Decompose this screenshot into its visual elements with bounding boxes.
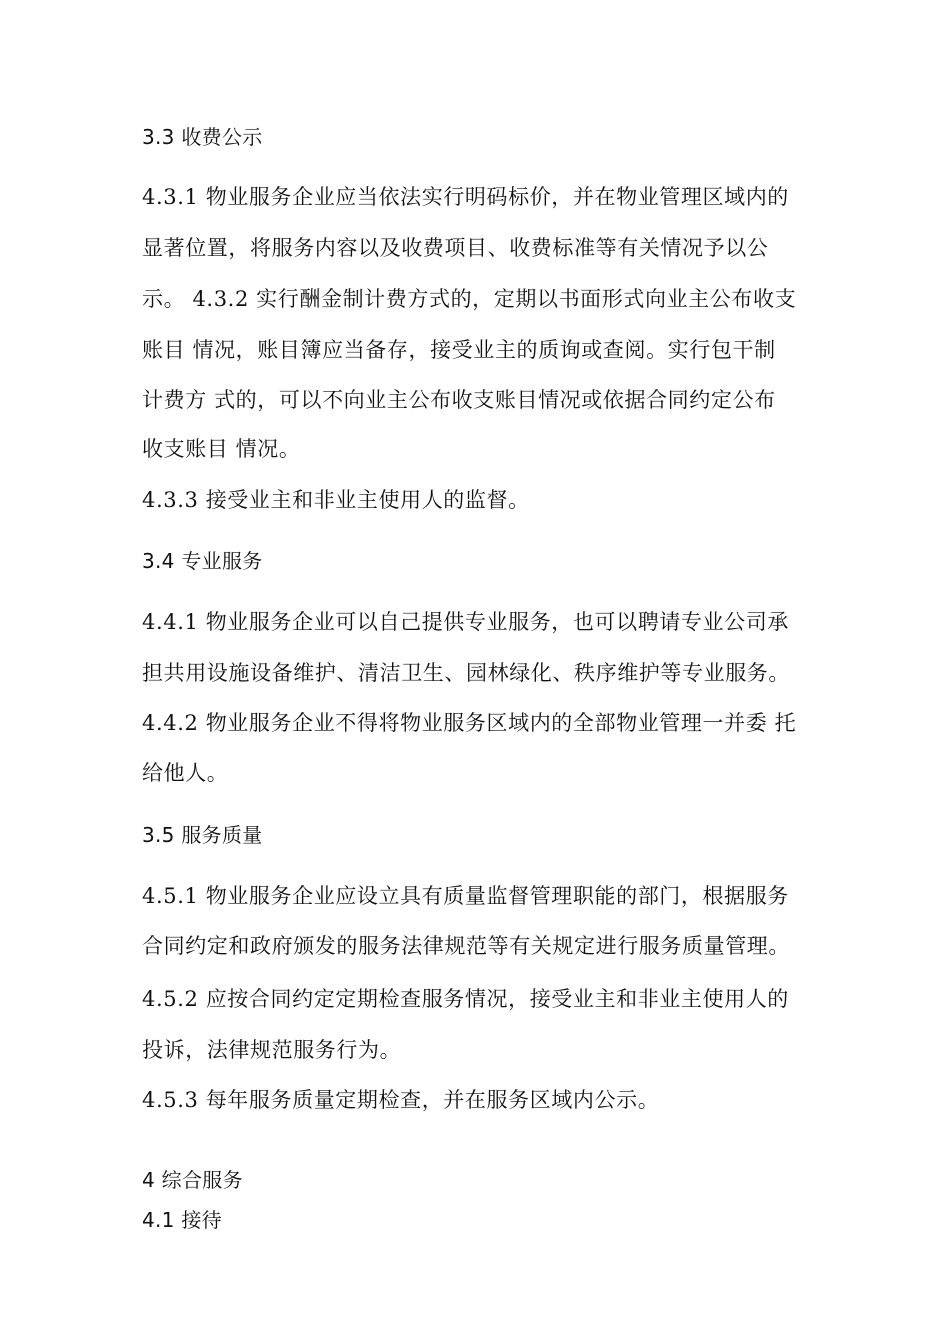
paragraph-line: 担共用设施设备维护、清洁卫生、园林绿化、秩序维护等专业服务。 [142, 661, 790, 685]
paragraph-line: 4.3.1 物业服务企业应当依法实行明码标价，并在物业管理区域内的 [142, 185, 789, 209]
paragraph-line: 账目 情况，账目簿应当备存，接受业主的质询或查阅。实行包干制 [142, 338, 776, 362]
section-heading-3-5: 3.5 服务质量 [142, 823, 263, 847]
paragraph-line: 计费方 式的，可以不向业主公布收支账目情况或依据合同约定公布 [142, 388, 776, 412]
paragraph-line: 收支账目 情况。 [142, 437, 301, 461]
section-heading-3-4: 3.4 专业服务 [142, 549, 263, 573]
section-heading-4-1: 4.1 接待 [142, 1208, 222, 1232]
paragraph-line: 显著位置，将服务内容以及收费项目、收费标准等有关情况予以公 [142, 236, 769, 260]
paragraph-line: 合同约定和政府颁发的服务法律规范等有关规定进行服务质量管理。 [142, 934, 790, 958]
section-heading-4: 4 综合服务 [142, 1168, 243, 1192]
paragraph-line: 示。 4.3.2 实行酬金制计费方式的，定期以书面形式向业主公布收支 [142, 287, 797, 311]
section-heading-3-3: 3.3 收费公示 [142, 125, 263, 149]
paragraph-line: 给他人。 [142, 761, 229, 785]
paragraph-line: 4.4.1 物业服务企业可以自己提供专业服务，也可以聘请专业公司承 [142, 610, 789, 634]
paragraph-line: 投诉，法律规范服务行为。 [142, 1038, 402, 1062]
paragraph-line: 4.3.3 接受业主和非业主使用人的监督。 [142, 488, 530, 512]
paragraph-line: 4.5.3 每年服务质量定期检查，并在服务区域内公示。 [142, 1088, 660, 1112]
paragraph-line: 4.5.1 物业服务企业应设立具有质量监督管理职能的部门，根据服务 [142, 884, 789, 908]
paragraph-line: 4.5.2 应按合同约定定期检查服务情况，接受业主和非业主使用人的 [142, 987, 789, 1011]
paragraph-line: 4.4.2 物业服务企业不得将物业服务区域内的全部物业管理一并委 托 [142, 711, 797, 735]
